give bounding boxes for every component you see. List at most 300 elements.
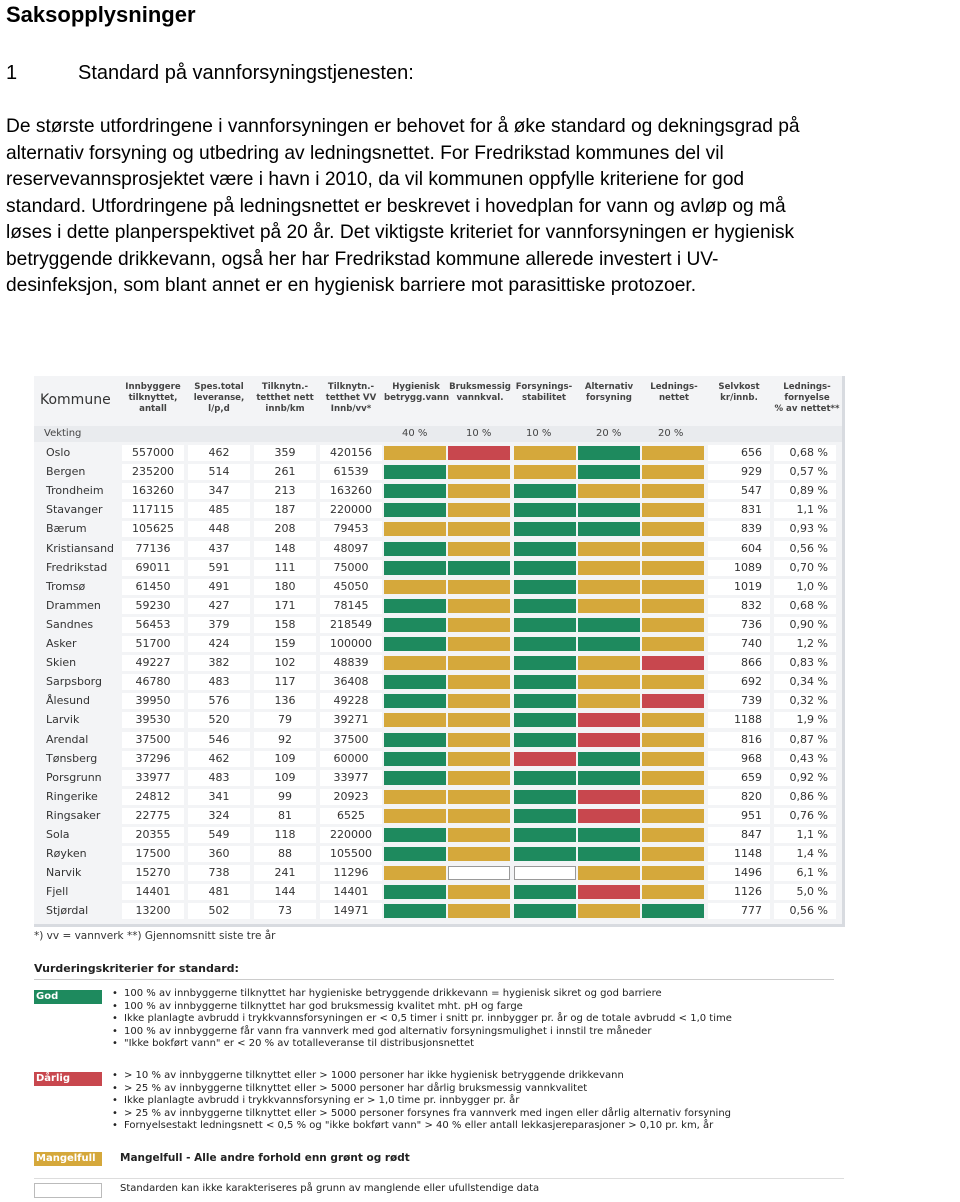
rating-bar <box>642 885 704 899</box>
cell-fornyelse: 0,56 % <box>774 903 836 919</box>
cell-tn: 111 <box>254 560 316 576</box>
cell-tn: 159 <box>254 636 316 652</box>
kommune-name: Trondheim <box>46 484 104 498</box>
cell-fornyelse: 0,87 % <box>774 732 836 748</box>
rating-bar <box>642 580 704 594</box>
cell-spes: 424 <box>188 636 250 652</box>
cell-selvkost: 968 <box>708 751 770 767</box>
cell-spes: 347 <box>188 483 250 499</box>
cell-inn: 39950 <box>122 693 184 709</box>
rating-bar <box>384 580 446 594</box>
rating-bar <box>642 828 704 842</box>
column-header-line: Lednings- <box>650 382 698 392</box>
rating-bar <box>642 771 704 785</box>
rating-bar <box>384 694 446 708</box>
table-row <box>34 788 842 807</box>
cell-fornyelse: 0,57 % <box>774 464 836 480</box>
rating-bar <box>578 599 640 613</box>
rating-bar <box>642 847 704 861</box>
cell-fornyelse: 0,93 % <box>774 521 836 537</box>
cell-tv: 14971 <box>320 903 382 919</box>
rating-bar <box>514 713 576 727</box>
cell-spes: 324 <box>188 808 250 824</box>
kommune-name: Tromsø <box>46 579 86 593</box>
rating-bar <box>448 866 510 880</box>
column-header-line: vannkval. <box>456 393 504 403</box>
rating-bar <box>514 656 576 670</box>
rating-bar <box>578 522 640 536</box>
vekting-label: Vekting <box>44 428 82 439</box>
rating-bar <box>514 465 576 479</box>
unknown-text: Standarden kan ikke karakteriseres på grunn av manglende eller ufullstendige data <box>120 1183 540 1194</box>
rating-bar <box>448 675 510 689</box>
column-header-line: % av nettet** <box>774 404 840 414</box>
god-item: • "Ikke bokført vann" er < 20 % av totalleveranse til distribusjonsnettet <box>112 1038 732 1051</box>
cell-spes: 462 <box>188 751 250 767</box>
table-row <box>34 769 842 788</box>
cell-inn: 56453 <box>122 617 184 633</box>
cell-fornyelse: 6,1 % <box>774 865 836 881</box>
column-header <box>318 376 384 424</box>
rating-bar <box>384 790 446 804</box>
cell-inn: 33977 <box>122 770 184 786</box>
cell-tn: 241 <box>254 865 316 881</box>
kommune-name: Sandnes <box>46 617 94 631</box>
table-row <box>34 826 842 845</box>
cell-tn: 148 <box>254 541 316 557</box>
cell-fornyelse: 1,1 % <box>774 502 836 518</box>
rating-bar <box>514 694 576 708</box>
darlig-item: • > 25 % av innbyggerne tilknyttet eller > 5000 personer har dårlig bruksmessig vannkvalitet <box>112 1083 731 1096</box>
cell-selvkost: 1019 <box>708 579 770 595</box>
column-header <box>576 376 642 424</box>
cell-fornyelse: 0,34 % <box>774 674 836 690</box>
rating-bar <box>642 866 704 880</box>
column-header-line: Alternativ <box>584 382 634 392</box>
rating-bar <box>642 713 704 727</box>
paragraph-line: betryggende drikkevann, også her har Fredrikstad kommune allerede investert i UV- <box>6 248 719 270</box>
kommune-name: Bergen <box>46 465 86 479</box>
cell-tv: 163260 <box>320 483 382 499</box>
rating-bar <box>384 484 446 498</box>
column-header-line: Innb/vv* <box>330 404 372 414</box>
criteria-unknown <box>34 1178 844 1194</box>
kommune-name: Ringerike <box>46 789 98 803</box>
rating-bar <box>578 771 640 785</box>
criteria-box <box>34 962 844 1194</box>
rating-bar <box>514 675 576 689</box>
rating-bar <box>384 733 446 747</box>
column-header-line: Lednings- <box>783 382 831 392</box>
rating-bar <box>384 465 446 479</box>
column-header-line: tetthet VV <box>325 393 377 403</box>
darlig-item: • Fornyelsestakt ledningsnett < 0,5 % og "ikke bokført vann" > 40 % eller antall lekkasjereparasjoner > 0,10 pr. km, år <box>112 1120 731 1133</box>
kommune-name: Sarpsborg <box>46 675 102 689</box>
cell-selvkost: 659 <box>708 770 770 786</box>
rating-bar <box>514 809 576 823</box>
cell-tv: 420156 <box>320 445 382 461</box>
rating-bar <box>384 618 446 632</box>
cell-selvkost: 839 <box>708 521 770 537</box>
rating-bar <box>578 561 640 575</box>
cell-selvkost: 951 <box>708 808 770 824</box>
column-header <box>706 376 772 424</box>
rating-bar <box>448 561 510 575</box>
cell-fornyelse: 0,89 % <box>774 483 836 499</box>
rating-bar <box>642 599 704 613</box>
cell-spes: 437 <box>188 541 250 557</box>
rating-bar <box>578 733 640 747</box>
table-row <box>34 444 842 463</box>
rating-bar <box>514 542 576 556</box>
paragraph-line: standard. Utfordringene på ledningsnettet er beskrevet i hovedplan for vann og avløp og må <box>6 195 786 217</box>
rating-bar <box>448 809 510 823</box>
cell-spes: 738 <box>188 865 250 881</box>
cell-inn: 77136 <box>122 541 184 557</box>
column-header <box>120 376 186 424</box>
darlig-item: • > 10 % av innbyggerne tilknyttet eller > 1000 personer har ikke hygienisk betryggende drikkevann <box>112 1070 731 1083</box>
table-row <box>34 864 842 883</box>
column-header-line: Selvkost <box>718 382 760 392</box>
rating-bar <box>448 713 510 727</box>
table-row <box>34 902 842 921</box>
cell-tn: 117 <box>254 674 316 690</box>
cell-inn: 24812 <box>122 789 184 805</box>
paragraph-line: løses i dette planperspektivet på 20 år. Det viktigste kriteriet for vannforsyningen er hygienisk <box>6 222 795 243</box>
cell-spes: 576 <box>188 693 250 709</box>
table-row <box>34 807 842 826</box>
rating-bar <box>384 904 446 918</box>
table-row <box>34 654 842 673</box>
darlig-list <box>112 1070 731 1133</box>
cell-spes: 485 <box>188 502 250 518</box>
cell-tv: 20923 <box>320 789 382 805</box>
cell-fornyelse: 1,1 % <box>774 827 836 843</box>
kommune-name: Stavanger <box>46 503 103 517</box>
column-header-line: Tilknytn.- <box>261 382 309 392</box>
section-title: Standard på vannforsyningstjenesten: <box>78 62 414 84</box>
table-row <box>34 635 842 654</box>
weight-ledningsnett: 20 % <box>658 428 684 439</box>
table-row <box>34 520 842 539</box>
rating-bar <box>448 618 510 632</box>
rating-bar <box>448 885 510 899</box>
criteria-heading: Vurderingskriterier for standard: <box>34 962 834 980</box>
rating-bar <box>578 580 640 594</box>
kommune-name: Narvik <box>46 866 82 880</box>
rating-bar <box>514 771 576 785</box>
rating-bar <box>578 618 640 632</box>
table-row <box>34 578 842 597</box>
cell-selvkost: 1148 <box>708 846 770 862</box>
kommune-name: Tønsberg <box>46 751 98 765</box>
cell-fornyelse: 0,56 % <box>774 541 836 557</box>
column-header <box>512 376 576 424</box>
unknown-swatch <box>34 1183 102 1198</box>
rating-bar <box>448 542 510 556</box>
rating-bar <box>514 752 576 766</box>
kommune-name: Røyken <box>46 847 87 861</box>
cell-selvkost: 929 <box>708 464 770 480</box>
cell-selvkost: 739 <box>708 693 770 709</box>
cell-selvkost: 816 <box>708 732 770 748</box>
kommune-name: Ringsaker <box>46 808 101 822</box>
cell-inn: 61450 <box>122 579 184 595</box>
rating-bar <box>578 656 640 670</box>
rating-bar <box>514 847 576 861</box>
cell-fornyelse: 0,68 % <box>774 445 836 461</box>
rating-bar <box>514 522 576 536</box>
rating-bar <box>642 694 704 708</box>
cell-inn: 39530 <box>122 712 184 728</box>
weight-alternativ: 20 % <box>596 428 622 439</box>
cell-selvkost: 656 <box>708 445 770 461</box>
rating-bar <box>448 733 510 747</box>
cell-inn: 557000 <box>122 445 184 461</box>
cell-tn: 180 <box>254 579 316 595</box>
rating-bar <box>448 465 510 479</box>
table-row <box>34 673 842 692</box>
cell-fornyelse: 1,0 % <box>774 579 836 595</box>
rating-bar <box>448 580 510 594</box>
cell-inn: 46780 <box>122 674 184 690</box>
weight-forsyning: 10 % <box>526 428 552 439</box>
darlig-item: • Ikke planlagte avbrudd i trykkvannsforsyning er > 1,0 time pr. innbygger pr. år <box>112 1095 731 1108</box>
table-row <box>34 559 842 578</box>
column-header-line: nettet <box>658 393 690 403</box>
cell-tv: 37500 <box>320 732 382 748</box>
rating-bar <box>578 790 640 804</box>
rating-bar <box>384 771 446 785</box>
rating-bar <box>448 847 510 861</box>
rating-bar <box>642 484 704 498</box>
cell-selvkost: 1089 <box>708 560 770 576</box>
kommune-name: Sola <box>46 828 70 841</box>
cell-spes: 382 <box>188 655 250 671</box>
kommune-name: Fjell <box>46 885 69 899</box>
rating-bar <box>384 637 446 651</box>
rating-bar <box>642 637 704 651</box>
cell-spes: 481 <box>188 884 250 900</box>
cell-tv: 6525 <box>320 808 382 824</box>
column-header-line: kr/innb. <box>720 393 758 403</box>
column-header-line: Spes.total <box>194 382 244 392</box>
cell-tn: 92 <box>254 732 316 748</box>
table-row <box>34 883 842 902</box>
rating-bar <box>642 904 704 918</box>
cell-fornyelse: 0,68 % <box>774 598 836 614</box>
rating-bar <box>642 809 704 823</box>
rating-bar <box>578 885 640 899</box>
weight-hygienisk: 40 % <box>402 428 428 439</box>
rating-bar <box>448 904 510 918</box>
table-row <box>34 692 842 711</box>
cell-tn: 81 <box>254 808 316 824</box>
cell-tv: 105500 <box>320 846 382 862</box>
rating-bar <box>578 503 640 517</box>
cell-inn: 49227 <box>122 655 184 671</box>
cell-inn: 51700 <box>122 636 184 652</box>
kommune-name: Larvik <box>46 713 80 727</box>
cell-inn: 13200 <box>122 903 184 919</box>
cell-tn: 208 <box>254 521 316 537</box>
column-header-line: stabilitet <box>521 393 567 403</box>
cell-spes: 591 <box>188 560 250 576</box>
cell-spes: 427 <box>188 598 250 614</box>
cell-selvkost: 692 <box>708 674 770 690</box>
rating-bar <box>448 828 510 842</box>
paragraph-line: reservevannsprosjektet være i havn i 2010, da vil kommunen oppfylle kriteriene for god <box>6 169 745 190</box>
rating-bar <box>642 790 704 804</box>
cell-tv: 218549 <box>320 617 382 633</box>
rating-bar <box>578 484 640 498</box>
cell-tn: 79 <box>254 712 316 728</box>
rating-bar <box>384 503 446 517</box>
cell-selvkost: 604 <box>708 541 770 557</box>
column-header-line: Bruksmessig <box>449 382 511 392</box>
table-row <box>34 482 842 501</box>
rating-bar <box>448 752 510 766</box>
rating-bar <box>578 713 640 727</box>
column-header <box>384 376 448 424</box>
table-row <box>34 711 842 730</box>
kommune-name: Bærum <box>46 522 87 536</box>
cell-selvkost: 1188 <box>708 712 770 728</box>
cell-inn: 163260 <box>122 483 184 499</box>
table-row <box>34 731 842 750</box>
column-header-line: Tilknytn.- <box>327 382 375 392</box>
rating-bar <box>384 828 446 842</box>
cell-selvkost: 777 <box>708 903 770 919</box>
rating-bar <box>448 599 510 613</box>
rating-bar <box>384 885 446 899</box>
cell-fornyelse: 0,83 % <box>774 655 836 671</box>
column-header-line: Forsynings- <box>515 382 573 392</box>
cell-tn: 187 <box>254 502 316 518</box>
column-header-line: innb/km <box>265 404 305 414</box>
cell-fornyelse: 0,76 % <box>774 808 836 824</box>
god-item: • 100 % av innbyggerne får vann fra vannverk med god alternativ forsyningsmulighet i innstil tre måneder <box>112 1026 732 1039</box>
column-header <box>448 376 512 424</box>
cell-tv: 220000 <box>320 827 382 843</box>
cell-fornyelse: 1,4 % <box>774 846 836 862</box>
rating-bar <box>384 847 446 861</box>
rating-bar <box>514 885 576 899</box>
rating-bar <box>384 809 446 823</box>
rating-bar <box>642 561 704 575</box>
cell-selvkost: 831 <box>708 502 770 518</box>
cell-selvkost: 1496 <box>708 865 770 881</box>
cell-tv: 79453 <box>320 521 382 537</box>
column-header-line: tilknyttet, <box>128 393 178 403</box>
rating-bar <box>448 637 510 651</box>
rating-bar <box>642 656 704 670</box>
section-number: 1 <box>6 62 18 84</box>
vekting-row <box>34 426 842 442</box>
cell-spes: 491 <box>188 579 250 595</box>
cell-tn: 359 <box>254 445 316 461</box>
cell-spes: 448 <box>188 521 250 537</box>
cell-inn: 235200 <box>122 464 184 480</box>
rating-bar <box>578 637 640 651</box>
cell-tv: 36408 <box>320 674 382 690</box>
cell-tn: 118 <box>254 827 316 843</box>
cell-fornyelse: 1,9 % <box>774 712 836 728</box>
cell-tv: 75000 <box>320 560 382 576</box>
cell-spes: 341 <box>188 789 250 805</box>
cell-tn: 99 <box>254 789 316 805</box>
table-row <box>34 616 842 635</box>
rating-bar <box>514 503 576 517</box>
cell-tv: 48839 <box>320 655 382 671</box>
cell-inn: 14401 <box>122 884 184 900</box>
column-header-line: leveranse, <box>193 393 245 403</box>
kommune-name: Drammen <box>46 598 101 612</box>
cell-tn: 171 <box>254 598 316 614</box>
rating-bar <box>514 904 576 918</box>
column-header-line: Hygienisk <box>392 382 440 392</box>
body-paragraph <box>6 114 956 300</box>
cell-selvkost: 820 <box>708 789 770 805</box>
rating-bar <box>642 752 704 766</box>
cell-inn: 105625 <box>122 521 184 537</box>
column-header-line: forsyning <box>586 393 632 403</box>
rating-bar <box>578 542 640 556</box>
cell-spes: 379 <box>188 617 250 633</box>
kommune-name: Oslo <box>46 446 71 459</box>
table-row <box>34 463 842 482</box>
rating-bar <box>578 904 640 918</box>
cell-selvkost: 740 <box>708 636 770 652</box>
cell-tv: 14401 <box>320 884 382 900</box>
cell-inn: 17500 <box>122 846 184 862</box>
rating-bar <box>578 752 640 766</box>
cell-tv: 49228 <box>320 693 382 709</box>
rating-bar <box>448 446 510 460</box>
rating-bar <box>384 542 446 556</box>
cell-tv: 60000 <box>320 751 382 767</box>
rating-bar <box>578 847 640 861</box>
cell-inn: 69011 <box>122 560 184 576</box>
rating-bar <box>448 790 510 804</box>
cell-fornyelse: 0,70 % <box>774 560 836 576</box>
column-header-line: fornyelse <box>784 393 830 403</box>
cell-tv: 45050 <box>320 579 382 595</box>
rating-bar <box>514 484 576 498</box>
cell-spes: 520 <box>188 712 250 728</box>
kommune-name: Asker <box>46 637 77 650</box>
cell-fornyelse: 0,90 % <box>774 617 836 633</box>
cell-tv: 100000 <box>320 636 382 652</box>
weight-bruksmessig: 10 % <box>466 428 492 439</box>
column-header-line: tetthet nett <box>256 393 314 403</box>
rating-bar <box>578 866 640 880</box>
cell-fornyelse: 0,32 % <box>774 693 836 709</box>
rating-bar <box>642 675 704 689</box>
cell-spes: 514 <box>188 464 250 480</box>
cell-spes: 360 <box>188 846 250 862</box>
rating-bar <box>514 828 576 842</box>
rating-bar <box>642 446 704 460</box>
god-item: • 100 % av innbyggerne tilknyttet har god bruksmessig kvalitet mht. pH og farge <box>112 1001 732 1014</box>
cell-spes: 483 <box>188 770 250 786</box>
cell-tn: 109 <box>254 770 316 786</box>
paragraph-line: desinfeksjon, som blant annet er en hygienisk barriere mot parasittiske protozoer. <box>6 275 697 296</box>
rating-bar <box>514 790 576 804</box>
cell-inn: 59230 <box>122 598 184 614</box>
cell-tn: 136 <box>254 693 316 709</box>
rating-bar <box>578 446 640 460</box>
